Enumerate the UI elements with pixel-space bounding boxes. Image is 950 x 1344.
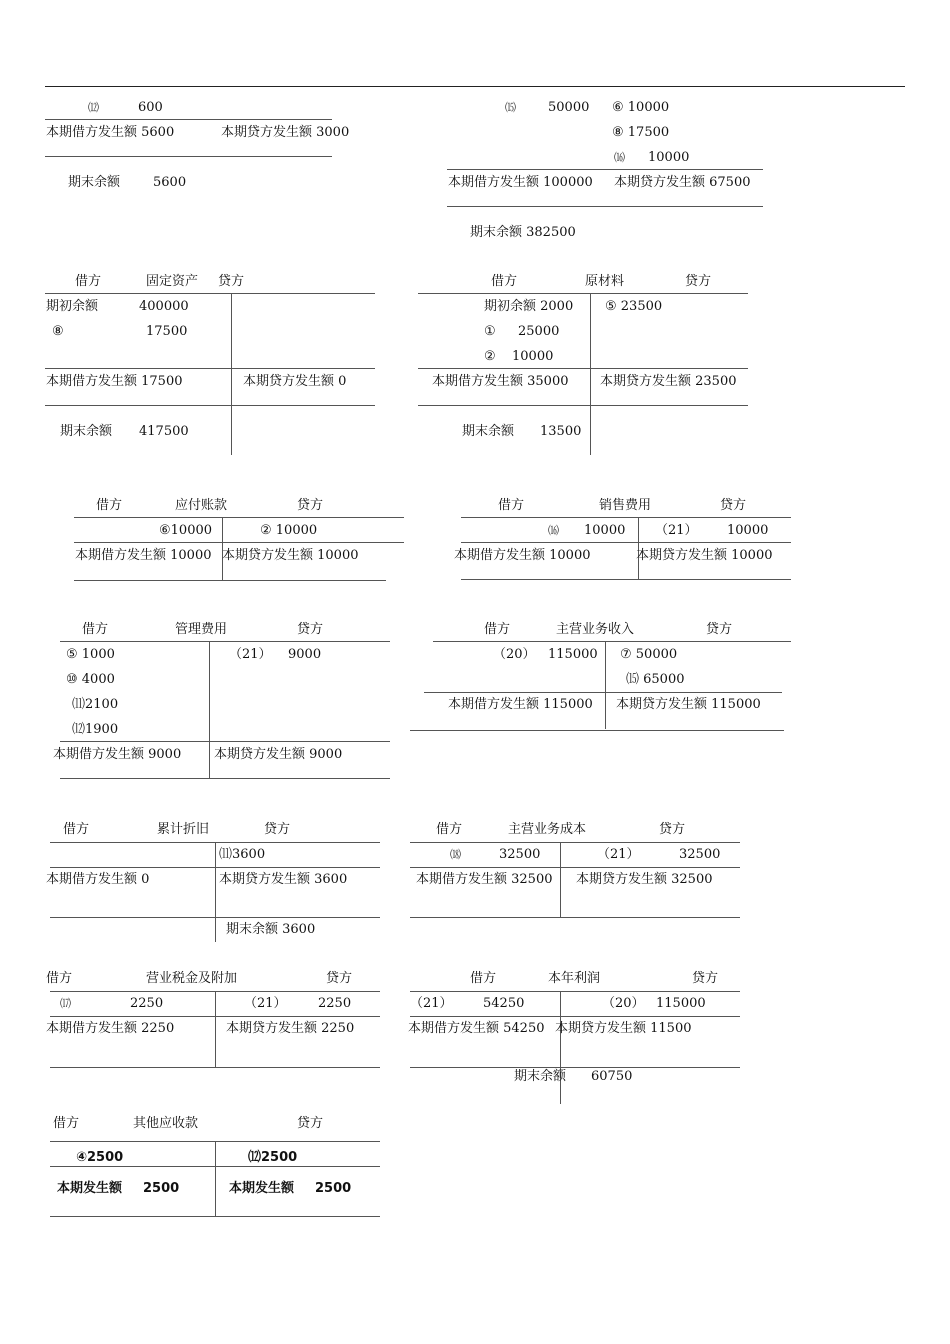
credit-total: 本期贷方发生额 11500 [555, 1021, 692, 1036]
credit-header: 贷方 [297, 1116, 324, 1131]
account-title: 主营业务收入 [556, 622, 635, 637]
divider [560, 842, 561, 918]
rule [461, 542, 791, 543]
debit-header: 借方 [46, 971, 73, 986]
rule [410, 1016, 740, 1017]
ending-balance-amount: 5600 [153, 175, 187, 190]
credit-total: 本期贷方发生额 32500 [576, 872, 713, 887]
account-title: 营业税金及附加 [146, 971, 238, 986]
debit-header: 借方 [498, 498, 525, 513]
rule [410, 991, 740, 992]
ending-balance-label: 期末余额 [68, 175, 121, 190]
account-title: 固定资产 [146, 274, 199, 289]
credit-total: 本期贷方发生额 2250 [226, 1021, 355, 1036]
credit-total: 本期贷方发生额 10000 [636, 548, 773, 563]
debit-header: 借方 [63, 822, 90, 837]
entry-amount: 10000 [727, 523, 769, 538]
debit-header: 借方 [484, 622, 511, 637]
debit-header: 借方 [75, 274, 102, 289]
page-top-rule [45, 86, 905, 87]
rule [50, 1216, 380, 1217]
debit-total: 本期借方发生额 115000 [448, 697, 593, 712]
entry-mark: ⑧ [52, 324, 64, 339]
entry-mark: （21） [597, 847, 640, 862]
credit-total-label: 本期发生额 [229, 1181, 295, 1196]
entry-mark: （21） [410, 996, 453, 1011]
opening-balance-amount: 400000 [139, 299, 189, 314]
debit-entry: ④2500 [76, 1150, 124, 1165]
account-title: 应付账款 [175, 498, 228, 513]
credit-header: 贷方 [720, 498, 747, 513]
credit-entry: ⑤ 23500 [605, 299, 663, 314]
rule [433, 641, 791, 642]
rule [60, 778, 390, 779]
credit-total: 本期贷方发生额 3600 [219, 872, 348, 887]
debit-total: 本期借方发生额 35000 [432, 374, 569, 389]
debit-total: 本期借方发生额 2250 [46, 1021, 175, 1036]
debit-header: 借方 [82, 622, 109, 637]
credit-entry: ⑦ 50000 [620, 647, 678, 662]
debit-total: 本期借方发生额 10000 [454, 548, 591, 563]
entry-amount: 32500 [679, 847, 721, 862]
entry-mark: ⑿ [88, 101, 99, 114]
rule [50, 1166, 380, 1167]
ending-balance-amount: 417500 [139, 424, 189, 439]
rule [447, 206, 763, 207]
rule [50, 917, 380, 918]
ending-balance-amount: 13500 [540, 424, 582, 439]
debit-total-amount: 2500 [143, 1181, 180, 1196]
debit-header: 借方 [96, 498, 123, 513]
debit-entry: ⑾2100 [72, 697, 119, 712]
entry-mark: ① [484, 324, 496, 339]
entry-amount: 2250 [130, 996, 164, 1011]
entry-amount: 2250 [318, 996, 352, 1011]
entry-amount: 9000 [288, 647, 322, 662]
entry-amount: 50000 [548, 100, 590, 115]
debit-entry: ⑿1900 [72, 722, 119, 737]
ending-balance-label: 期末余额 [514, 1069, 567, 1084]
debit-total: 本期借方发生额 5600 [46, 125, 175, 140]
rule [45, 405, 375, 406]
rule [50, 867, 380, 868]
entry-amount: 17500 [146, 324, 188, 339]
rule [461, 517, 791, 518]
credit-total: 本期贷方发生额 67500 [614, 175, 751, 190]
divider [215, 1141, 216, 1216]
account-title: 本年利润 [548, 971, 601, 986]
debit-total: 本期借方发生额 17500 [46, 374, 183, 389]
rule [410, 917, 740, 918]
rule [74, 580, 386, 581]
opening-balance-label: 期初余额 [46, 299, 99, 314]
credit-total-amount: 2500 [315, 1181, 352, 1196]
entry-mark: （21） [655, 523, 698, 538]
entry-mark: （20） [493, 647, 536, 662]
debit-entry: ⑥10000 [159, 523, 213, 538]
rule [45, 293, 375, 294]
credit-total: 本期贷方发生额 115000 [616, 697, 761, 712]
entry-amount: 10000 [512, 349, 554, 364]
rule [60, 641, 390, 642]
account-title: 其他应收款 [133, 1116, 199, 1131]
rule [418, 293, 748, 294]
opening-balance: 期初余额 2000 [484, 299, 574, 314]
credit-entry: ⑥ 10000 [612, 100, 670, 115]
rule [418, 368, 748, 369]
credit-total: 本期贷方发生额 0 [243, 374, 347, 389]
entry-amount: 600 [138, 100, 163, 115]
debit-total: 本期借方发生额 0 [46, 872, 150, 887]
entry-amount: 10000 [584, 523, 626, 538]
credit-total: 本期贷方发生额 23500 [600, 374, 737, 389]
rule [50, 1016, 380, 1017]
entry-mark: （21） [229, 647, 272, 662]
debit-total: 本期借方发生额 54250 [408, 1021, 545, 1036]
entry-mark: （20） [602, 996, 645, 1011]
entry-mark: （21） [244, 996, 287, 1011]
credit-header: 贷方 [326, 971, 353, 986]
credit-total: 本期贷方发生额 3000 [221, 125, 350, 140]
entry-amount: 115000 [548, 647, 598, 662]
rule [461, 579, 791, 580]
credit-header: 贷方 [692, 971, 719, 986]
account-title: 累计折旧 [157, 822, 210, 837]
ending-balance-label: 期末余额 [462, 424, 515, 439]
credit-header: 贷方 [659, 822, 686, 837]
rule [410, 1067, 740, 1068]
credit-header: 贷方 [264, 822, 291, 837]
credit-header: 贷方 [218, 274, 245, 289]
credit-total: 本期贷方发生额 9000 [214, 747, 343, 762]
credit-entry: ② 10000 [260, 523, 318, 538]
rule [410, 867, 740, 868]
rule [410, 730, 784, 731]
rule [60, 741, 390, 742]
entry-mark: ⒂ [505, 101, 516, 114]
debit-total: 本期借方发生额 10000 [75, 548, 212, 563]
divider [215, 991, 216, 1067]
rule [45, 156, 332, 157]
entry-amount: 25000 [518, 324, 560, 339]
credit-entry-amount: 10000 [648, 150, 690, 165]
debit-total: 本期借方发生额 100000 [448, 175, 593, 190]
credit-header: 贷方 [685, 274, 712, 289]
credit-entry: ⑾3600 [219, 847, 266, 862]
debit-header: 借方 [436, 822, 463, 837]
rule [410, 842, 740, 843]
ending-balance-label: 期末余额 [60, 424, 113, 439]
debit-entry: ⑤ 1000 [66, 647, 115, 662]
credit-header: 贷方 [297, 498, 324, 513]
entry-amount: 115000 [656, 996, 706, 1011]
entry-amount: 54250 [483, 996, 525, 1011]
rule [424, 692, 782, 693]
account-title: 主营业务成本 [508, 822, 587, 837]
credit-header: 贷方 [706, 622, 733, 637]
entry-mark: ⒅ [450, 848, 461, 861]
account-title: 管理费用 [175, 622, 228, 637]
credit-entry: ⒂ 65000 [626, 672, 685, 687]
divider [605, 641, 606, 729]
debit-entry: ⑩ 4000 [66, 672, 115, 687]
rule [50, 1067, 380, 1068]
credit-header: 贷方 [297, 622, 324, 637]
divider [215, 842, 216, 942]
debit-total: 本期借方发生额 9000 [53, 747, 182, 762]
ending-balance: 期末余额 3600 [226, 922, 316, 937]
divider [231, 293, 232, 455]
credit-entry: ⑿2500 [248, 1150, 298, 1165]
rule [74, 542, 404, 543]
entry-mark: ⒄ [60, 997, 71, 1010]
debit-header: 借方 [470, 971, 497, 986]
debit-header: 借方 [491, 274, 518, 289]
debit-header: 借方 [53, 1116, 80, 1131]
ending-balance: 期末余额 382500 [470, 225, 576, 240]
credit-entry: ⑧ 17500 [612, 125, 670, 140]
debit-total-label: 本期发生额 [57, 1181, 123, 1196]
entry-mark: ② [484, 349, 496, 364]
debit-total: 本期借方发生额 32500 [416, 872, 553, 887]
entry-amount: 32500 [499, 847, 541, 862]
entry-mark: ⒃ [614, 151, 625, 164]
divider [209, 641, 210, 779]
rule [45, 368, 375, 369]
account-title: 销售费用 [599, 498, 652, 513]
entry-mark: ⒃ [548, 524, 559, 537]
ending-balance-amount: 60750 [591, 1069, 633, 1084]
rule [74, 517, 404, 518]
divider [560, 991, 561, 1104]
rule [418, 405, 748, 406]
divider [590, 293, 591, 455]
rule [45, 119, 332, 120]
credit-total: 本期贷方发生额 10000 [222, 548, 359, 563]
account-title: 原材料 [585, 274, 625, 289]
rule [447, 169, 763, 170]
